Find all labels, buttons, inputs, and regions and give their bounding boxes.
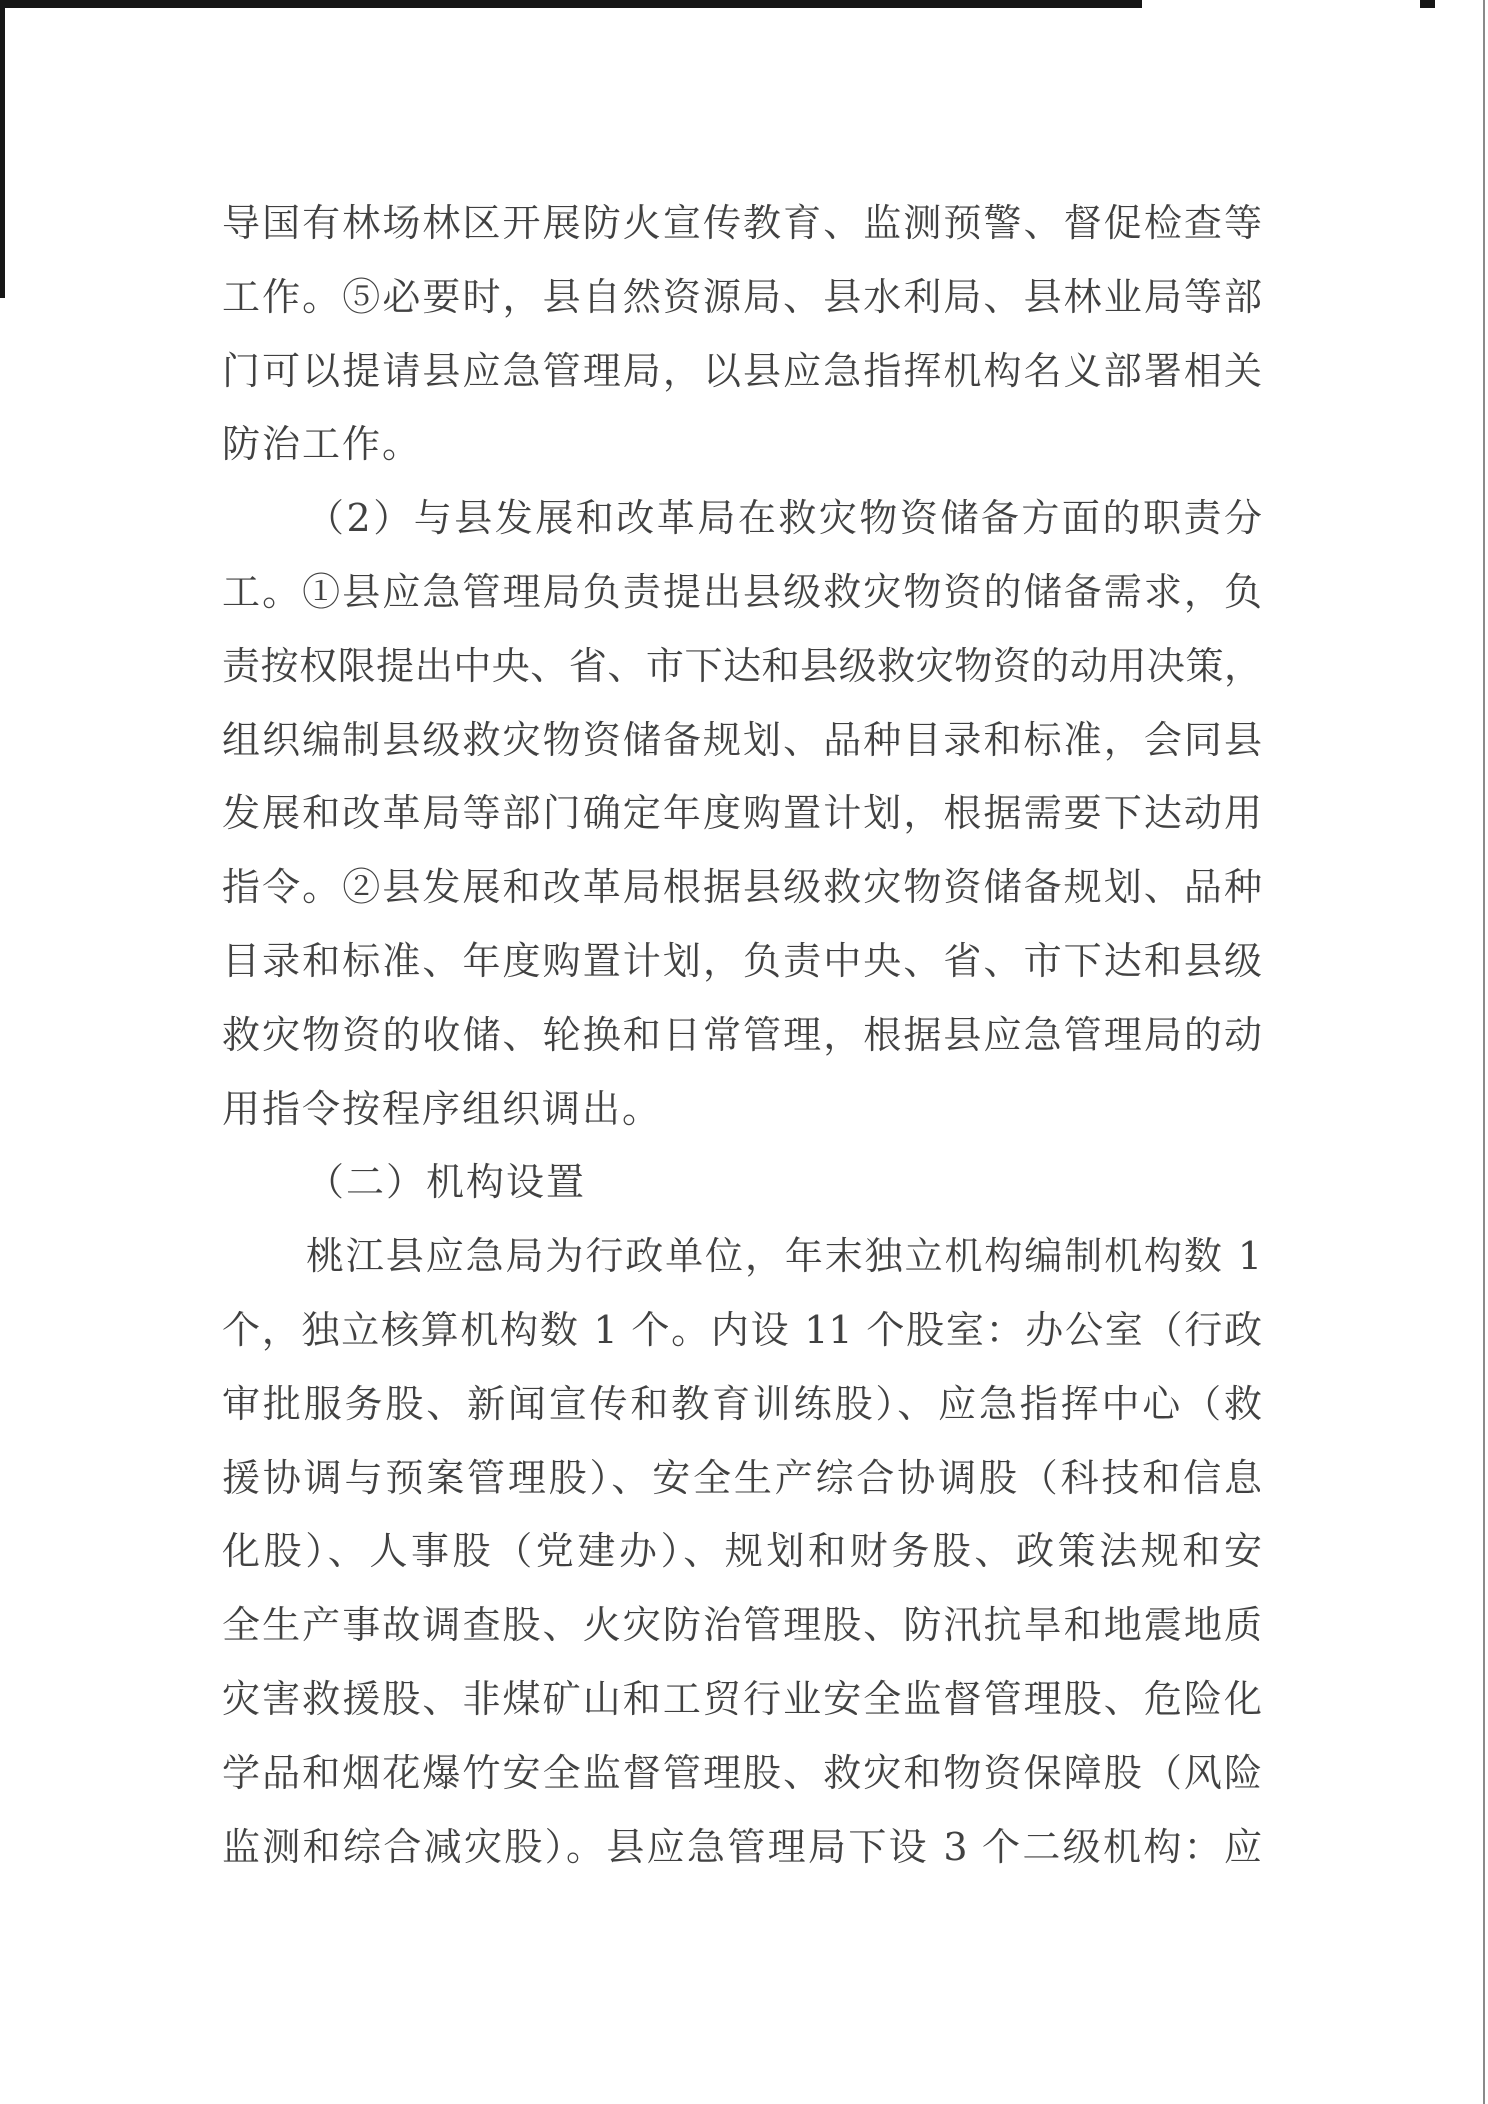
text-line: 灾害救援股、非煤矿山和工贸行业安全监督管理股、危险化 — [222, 1676, 1262, 1721]
text-line: 工。①县应急管理局负责提出县级救灾物资的储备需求，负 — [222, 569, 1262, 614]
text-line: （二）机构设置 — [306, 1160, 587, 1205]
text-line: 监测和综合减灾股）。县应急管理局下设 3 个二级机构：应 — [222, 1824, 1262, 1869]
text-line: 目录和标准、年度购置计划，负责中央、省、市下达和县级 — [222, 938, 1262, 983]
page-right-border — [1483, 0, 1485, 2104]
text-line: 组织编制县级救灾物资储备规划、品种目录和标准，会同县 — [222, 717, 1262, 762]
text-line: 桃江县应急局为行政单位，年末独立机构编制机构数 1 — [306, 1234, 1262, 1279]
text-line: 救灾物资的收储、轮换和日常管理，根据县应急管理局的动 — [222, 1012, 1262, 1057]
text-line: 化股）、人事股（党建办）、规划和财务股、政策法规和安 — [222, 1529, 1262, 1574]
text-line: 指令。②县发展和改革局根据县级救灾物资储备规划、品种 — [222, 865, 1262, 910]
scan-edge-left — [0, 0, 5, 298]
scan-edge-top — [0, 0, 1142, 8]
text-line: 工作。⑤必要时，县自然资源局、县水利局、县林业局等部 — [222, 274, 1262, 319]
text-line: 发展和改革局等部门确定年度购置计划，根据需要下达动用 — [222, 791, 1262, 836]
text-line: 用指令按程序组织调出。 — [222, 1086, 663, 1131]
page-text — [222, 187, 1262, 1884]
scan-edge-top-fragment — [1420, 0, 1435, 8]
text-line: 学品和烟花爆竹安全监督管理股、救灾和物资保障股（风险 — [222, 1750, 1262, 1795]
text-line: 个，独立核算机构数 1 个。内设 11 个股室：办公室（行政 — [222, 1307, 1262, 1352]
text-line: 责按权限提出中央、省、市下达和县级救灾物资的动用决策， — [222, 643, 1262, 688]
text-line: （2）与县发展和改革局在救灾物资储备方面的职责分 — [306, 496, 1262, 541]
text-line: 全生产事故调查股、火灾防治管理股、防汛抗旱和地震地质 — [222, 1603, 1262, 1648]
text-line: 防治工作。 — [222, 422, 423, 467]
text-line: 导国有林场林区开展防火宣传教育、监测预警、督促检查等 — [222, 201, 1262, 245]
text-line: 审批服务股、新闻宣传和教育训练股）、应急指挥中心（救 — [222, 1381, 1262, 1426]
text-line: 门可以提请县应急管理局，以县应急指挥机构名义部署相关 — [222, 348, 1262, 393]
text-line: 援协调与预案管理股）、安全生产综合协调股（科技和信息 — [222, 1455, 1262, 1500]
